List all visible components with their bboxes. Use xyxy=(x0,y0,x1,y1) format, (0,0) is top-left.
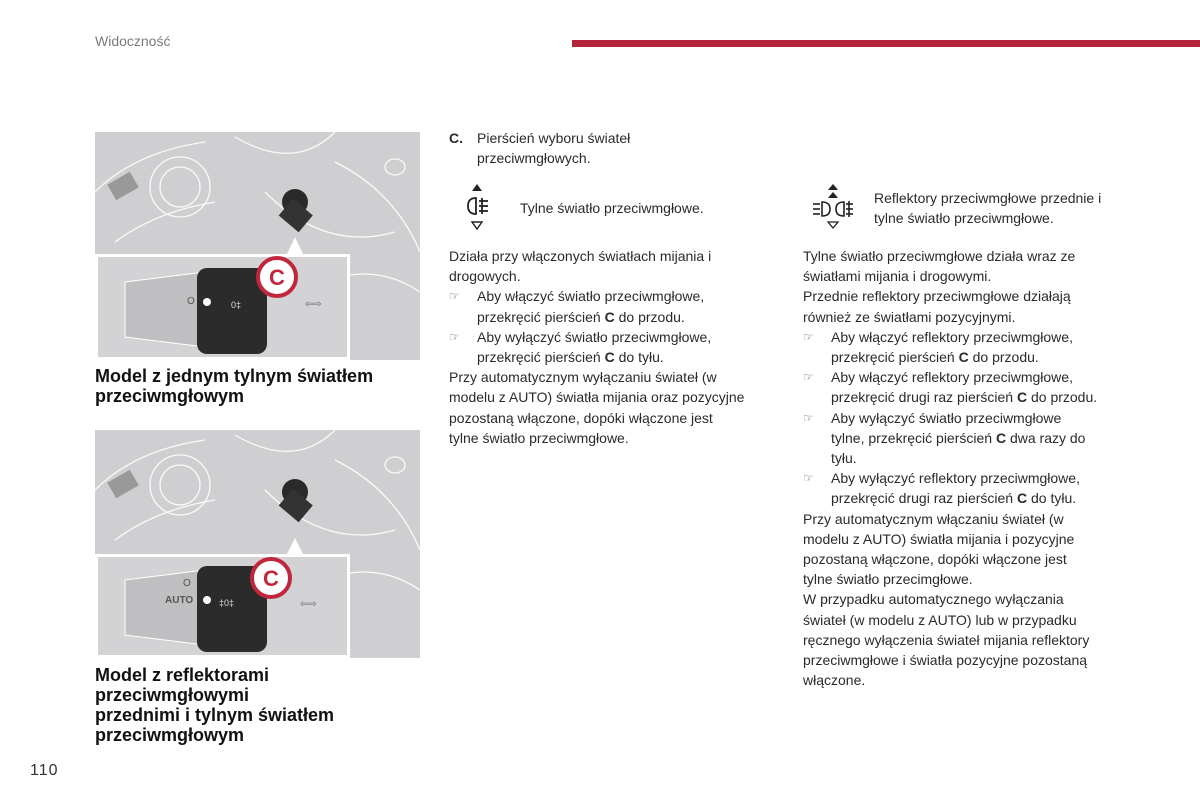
svg-text:⇦⇨: ⇦⇨ xyxy=(300,599,317,610)
section-title: Widoczność xyxy=(95,33,171,49)
ring-item xyxy=(449,128,779,168)
figure-2-caption-line1: Model z reflektorami xyxy=(95,665,270,685)
right-bullet-2 xyxy=(803,367,1148,407)
bullet-line: Aby wyłączyć światło przeciwmgłowe, xyxy=(477,328,712,345)
pointer-icon: ☞ xyxy=(803,370,814,385)
bullet-text: przekręcić pierścień xyxy=(831,349,959,366)
figure-1-photo xyxy=(95,132,420,360)
bullet-line xyxy=(831,347,1148,367)
bullet-line xyxy=(831,428,1148,448)
rear-fog-light-text: Tylne światło przeciwmgłowe. xyxy=(520,200,704,216)
svg-text:0‡: 0‡ xyxy=(231,300,242,310)
svg-text:O: O xyxy=(183,578,191,589)
page-number: 110 xyxy=(30,762,59,779)
front-rear-fog-text-line2: tylne światło przeciwmgłowe. xyxy=(874,210,1054,227)
bullet-text: przekręcić drugi raz pierścień xyxy=(831,389,1017,406)
bullet-line xyxy=(831,488,1148,508)
svg-text:⇦⇨: ⇦⇨ xyxy=(305,299,322,310)
ring-item-label: C. xyxy=(449,130,463,146)
right-tail-line: tylne światło przecimgłowe. xyxy=(803,571,973,588)
header-accent-bar xyxy=(572,40,1200,47)
figure-2-photo xyxy=(95,430,420,658)
bullet-bold: C xyxy=(958,349,969,366)
figure-2-caption-line2: przeciwmgłowymi xyxy=(95,685,250,705)
svg-text:O: O xyxy=(187,296,195,307)
bullet-line: Aby włączyć reflektory przeciwmgłowe, xyxy=(831,328,1073,345)
bullet-line: Aby wyłączyć reflektory przeciwmgłowe, xyxy=(831,470,1080,487)
svg-text:AUTO: AUTO xyxy=(165,595,194,606)
right-tail-line: świateł (w modelu z AUTO) lub w przypadku xyxy=(803,611,1077,628)
middle-bullet-2 xyxy=(449,327,789,367)
bullet-bold: C xyxy=(604,349,615,366)
right-tail-line: W przypadku automatycznego wyłączania xyxy=(803,591,1064,608)
right-tail-line: przeciwmgłowe i światła pozycyjne pozostaną xyxy=(803,652,1088,669)
right-column-body xyxy=(803,246,1148,690)
middle-column-body xyxy=(449,246,789,448)
bullet-text: tylne, przekręcić pierścień xyxy=(831,429,996,446)
bullet-line xyxy=(477,347,789,367)
pointer-icon: ☞ xyxy=(449,329,460,344)
svg-text:‡0‡: ‡0‡ xyxy=(219,598,235,608)
right-bullet-3 xyxy=(803,408,1148,469)
pointer-icon: ☞ xyxy=(803,329,814,344)
bullet-line xyxy=(477,307,789,327)
front-rear-fog-text-line1: Reflektory przeciwmgłowe przednie i xyxy=(874,190,1102,206)
pointer-icon: ☞ xyxy=(449,289,460,304)
right-tail-line: pozostaną włączone, dopóki włączone jest xyxy=(803,551,1067,568)
middle-bullet-1 xyxy=(449,286,789,326)
bullet-bold: C xyxy=(604,308,615,325)
middle-tail-line: modelu z AUTO) światła mijania oraz pozycyjne xyxy=(449,389,745,406)
figure-1-caption xyxy=(95,366,373,406)
rear-fog-light-icon xyxy=(460,182,494,239)
pointer-icon: ☞ xyxy=(803,471,814,486)
bullet-text: dwa razy do xyxy=(1006,429,1086,446)
bullet-bold: C xyxy=(1016,490,1028,507)
bullet-text: przekręcić pierścień xyxy=(477,349,605,366)
middle-tail-line: Przy automatycznym wyłączaniu świateł (w xyxy=(449,369,717,386)
bullet-text: przekręcić pierścień xyxy=(477,308,605,325)
right-line: Przednie reflektory przeciwmgłowe działają xyxy=(803,288,1071,305)
middle-column xyxy=(449,128,779,168)
right-tail-line: ręcznego wyłączenia świateł mijania reflektory xyxy=(803,631,1090,648)
ring-item-line2: przeciwmgłowych. xyxy=(477,150,591,167)
figure-2-caption-line3: przednimi i tylnym światłem xyxy=(95,705,335,725)
svg-text:C: C xyxy=(269,265,285,290)
ring-item-line1: Pierścień wyboru świateł xyxy=(477,130,631,146)
svg-text:C: C xyxy=(263,566,279,591)
figure-1-caption-line2: przeciwmgłowym xyxy=(95,386,245,406)
bullet-line: Aby wyłączyć światło przeciwmgłowe xyxy=(831,409,1062,426)
figure-1-caption-line1: Model z jednym tylnym światłem xyxy=(95,366,374,386)
bullet-line: tyłu. xyxy=(831,450,857,467)
middle-line: drogowych. xyxy=(449,268,521,285)
bullet-text: do przodu. xyxy=(614,308,685,325)
middle-tail-line: tylne światło przeciwmgłowe. xyxy=(449,429,629,446)
front-rear-fog-text xyxy=(874,188,1154,228)
right-line: światłami mijania i drogowymi. xyxy=(803,268,992,285)
right-tail-line: Przy automatycznym włączaniu świateł (w xyxy=(803,510,1064,527)
bullet-text: do przodu. xyxy=(968,349,1039,366)
right-tail-line: włączone. xyxy=(803,672,866,689)
right-line: również ze światłami pozycyjnymi. xyxy=(803,308,1016,325)
pointer-icon: ☞ xyxy=(803,410,814,425)
middle-tail-line: pozostaną włączone, dopóki włączone jest xyxy=(449,409,713,426)
bullet-bold: C xyxy=(995,429,1007,446)
bullet-text: przekręcić drugi raz pierścień xyxy=(831,490,1017,507)
figure-2-caption xyxy=(95,665,334,745)
bullet-line: Aby włączyć światło przeciwmgłowe, xyxy=(477,288,705,305)
middle-line: Działa przy włączonych światłach mijania i xyxy=(449,248,712,264)
bullet-text: do przodu. xyxy=(1027,389,1098,406)
bullet-text: do tyłu. xyxy=(1027,490,1077,507)
bullet-line xyxy=(831,387,1148,407)
front-and-rear-fog-lights-icon xyxy=(810,182,856,239)
bullet-bold: C xyxy=(1016,389,1028,406)
right-bullet-4 xyxy=(803,468,1148,508)
right-tail-line: modelu z AUTO) światła mijania i pozycyjne xyxy=(803,530,1075,547)
right-bullet-1 xyxy=(803,327,1148,367)
figure-2-caption-line4: przeciwmgłowym xyxy=(95,725,245,745)
bullet-line: Aby włączyć reflektory przeciwmgłowe, xyxy=(831,369,1073,386)
bullet-text: do tyłu. xyxy=(614,349,664,366)
right-line: Tylne światło przeciwmgłowe działa wraz ze xyxy=(803,248,1076,264)
